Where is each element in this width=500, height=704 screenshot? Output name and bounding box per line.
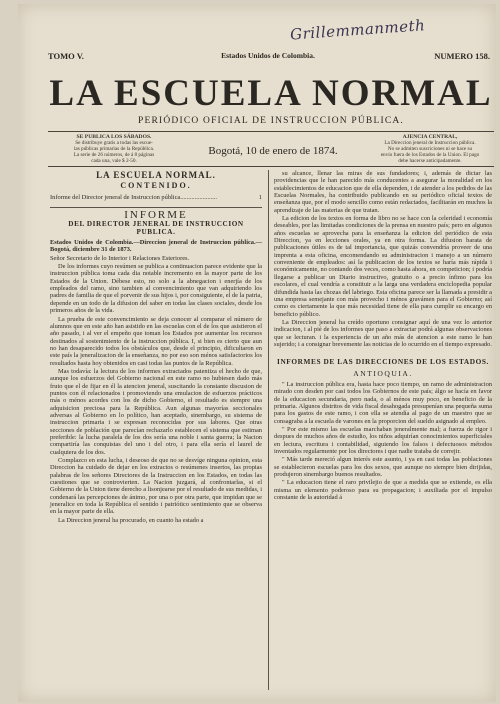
header-rule-bottom — [48, 166, 494, 167]
toc-entry-text: Informe del Director jeneral de Instruccion pública....................... — [50, 193, 217, 201]
toc-entry — [50, 194, 262, 201]
newspaper-page — [18, 4, 496, 702]
paragraph: La prueba de este convencimiento se deja conocer al comparar el número de alumnos que en este año han asistido en las escuelas con el de los que asistieron el año pasado, i al ver el empeño que toman los Estados por aumentar los recursos destinados al sostenimiento de la instruccion pública. I, si bien es cierto que aun no han desaparecido todos los obstáculos que, desde el principio, dificultaron en este país la jeneralizacion de la enseñanza, no por eso son ménos satisfactorios los resultados hasta hoy obtenidos en casi todas las puntos de la República. — [50, 315, 262, 367]
dateline: Bogotá, 10 de enero de 1874. — [208, 145, 338, 157]
masthead-row — [48, 51, 496, 63]
paragraph: De los informes cuyo resúmen se publica a continuacion parece evidente que la instruccion pública toma cada dia notable incremento en la mayor parte de los Estados de la Union. Débese esto, no solo a la abnegacion i enerjía de los empleados del ramo, sino tambien al convencimiento que van adquiriendo los padres de familia de que el porvenir de sus hijos i, por consiguiente, el de la patria, depende en un todo de la difusion del saber en todas las clases sociales, desde los primeros años de la vida. — [50, 263, 262, 315]
quote-paragraph: " La educacion tiene el raro privilejio de que a medida que se extiende, es ella misma un elemento poderoso para su propagacion; i auxiliada por el impulso constante de la autoridad á — [274, 479, 492, 502]
toc-entry-page: 1 — [258, 193, 262, 201]
publication-info-line: las públicas primarias de la República. — [73, 146, 155, 152]
section-title: LA ESCUELA NORMAL. — [96, 170, 216, 180]
handwritten-signature: Grillemmanmeth — [289, 16, 426, 44]
paragraph: Mas todavía: la lectura de los informes extractados patentiza el hecho de que, aunque los esfuerzos del Gobierno nacional en este ramo no hubiesen dado más fruto que el de fijar en él la atencion jeneral, suscitando la constante discusion de puntos con él relacionados i promoviendo una emulacion de esfuerzos prácticos más o ménos acordes con los de dicho Gobierno, el resultado es siempre una adquisicion preciosa para la República. Aun algunas mayorías seccionales adversas al Gobierno en lo político, han aceptado, sinembargo, su sistema de instruccion primaria i se expresan reconocidas por sus labores. Que otras secciones de población que parecían rechazarlo establecen el sistema que estiman preferible: la lucha paralela de los dos sería una noble i santa guerra; la Nacion compartiría las conquistas del uno i del otro, i para ella sería el laurel de cualquiera de los dos. — [50, 367, 262, 456]
newspaper-subtitle: PERIÓDICO OFICIAL DE INSTRUCCION PÚBLICA. — [137, 116, 405, 126]
paragraph: La edicion de los textos en forma de libro no se hace con la celeridad i economía deseables, por las limitadas condiciones de la prensa en nuestro país; pero en algunos años escuelas se aprovecha para la enseñanza la edicion del periódico de esta Direccion, ya en lecciones orales, ya en otra forma. La difusion barata de publicaciones útiles es de tal importancia, que quizás convendría proveer de una imprenta a esta oficina, encomendando su administracion i manejo a un número conveniente de empleados: así la publicacion de los textos se haría más rápida i económicamente, no contando dos veces, como hasta ahora, en competicion; i podría llegarse a publicar un Diario instructivo, gratuito o a precio ínfimo para los escolares, el cual vendría a constituir a la larga una verdadera enciclopedia popular difundida hasta las chozas del labriego. Esta oficina parece ser la llamada a presidir a una empresa semejante con más provecho i ménos gravámen para el Gobierno; así como es ciertamente la que más necesidad tiene de ella para cumplir su encargo en beneficio público. — [274, 215, 492, 318]
column-divider — [268, 170, 269, 690]
publication-info-line: Se distribuye gratis a todas las escue- — [75, 140, 153, 146]
publication-info-heading: SE PUBLICA LOS SÁBADOS. — [76, 134, 152, 140]
agency-info-line: debe hacerse anticipadamente. — [398, 158, 462, 164]
paragraph: La Direccion jeneral ha procurado, en cuanto ha estado a — [58, 516, 204, 524]
publication-info-box — [50, 134, 178, 164]
paragraph: Complazco en esta lucha, i deseoso de que no se desvíge ninguna opinion, esta Direccion ha cuidado de dejar en los extractos o resúmenes insertos, las propias palabras de los señores Directores de la Instruccion en los Estados, en todas las cuestiones que se controvierten. La Nacion juzgará, al confrontarlas, si el Gobierno de la Union tiene derecho a lisonjearse por el resultado de sus medidas, i condenará las percepciones de ánimo, por una o por otra parte, que impidan que se jeneralice en toda la República el sentido i patriótico sentimiento que se observa en la mayor parte de ella. — [50, 457, 262, 516]
informe-heading: INFORME — [124, 209, 188, 222]
state-heading: ANTIOQUIA. — [353, 368, 413, 378]
agency-info-box — [366, 134, 494, 164]
estados-label: Estados Unidos de Colombia. — [221, 51, 315, 60]
quote-paragraph: " La instruccion pública era, hasta hace poco tiempo, un ramo de administracion mirado con desden por casi todos los Gobiernos de este país; álgo se hacía en favor de la educacion secundaria, pero nada, o al ménos muy poco, en beneficio de la primaria. Algunos distritos de vida fiscal desahogada presupenían una pequeña suma para los gastos de este ramo, i con ella se atendía al pago de un maestro que se consagraba a la escuela de varones en la proporcion del sueldo asignado al empleo. — [274, 380, 492, 425]
tomo-label: TOMO V. — [48, 51, 84, 61]
contenido-heading: CONTENIDO. — [120, 181, 192, 191]
report-quote — [274, 381, 492, 502]
agency-info-line: No se admiten suscriciones ni se hace su — [387, 146, 473, 152]
publication-info-line: La serie de 26 números, de á 8 páginas — [73, 152, 155, 158]
header-rule-top — [48, 131, 494, 132]
quote-paragraph: " Más tarde mereció algun interés este asunto, i ya en casi todas las poblaciones se establecieron escuelas para los dos sexos, que aunque no siempre bien dirijidas, produjeron sinembargo buenos resultados. — [274, 456, 492, 479]
addressee-line: Señor Secretario de lo Interior i Relaciones Esteriores. — [50, 254, 190, 262]
quote-paragraph: " Por este mismo las escuelas marchaban jeneralmente mal; a fuerza de rigor i despues de muchos años de estudio, los niños adquirían conocimientos superficiales en lectura, escritura i contabilidad, siguiendo los falsos i defectuosos métodos inventados regularmente por los directores i que nadie trataba de correjir. — [274, 426, 492, 456]
agency-info-line: envío fuera de los Estados de la Union. El pago — [380, 152, 480, 158]
publication-info-line: cada una, vale $ 2-50. — [91, 158, 137, 164]
newspaper-title: LA ESCUELA NORMAL — [49, 73, 493, 114]
informe-subheading: DEL DIRECTOR JENERAL DE INSTRUCCION PUBLICA. — [68, 220, 244, 236]
left-column — [50, 170, 262, 525]
section-rule — [50, 207, 262, 208]
paragraph: su alcance, llenar las miras de sus fundadores; i, además de dictar las providencias que le han parecido más conducentes a asegurar la moralidad en los establecimientos de educacion que de ella dependen, i de atender a los pedidos de las Escuelas Normales, ha contribuido publicando en su periódico oficial textos de enseñanza que, por el modo sencillo como están redactados, facilitarán en muchos la aprendizaje de las materias de que tratan. — [274, 170, 492, 214]
agency-info-line: La Direccion jeneral de Instruccion pública. — [384, 140, 476, 146]
paragraph: La Direccion jeneral ha creído oportuno consignar aquí de una vez lo anterior indicacion, i al pié de los informes que paso a extractar podrá algunas observaciones que se lecturan. i la experiencia de un año más de atencion a este ramo le han sujerido; i a consignar brevemente las noticias de lo ocurrido en el tiempo expresado. — [274, 318, 492, 348]
informes-heading: INFORMES DE LAS DIRECCIONES DE LOS ESTADOS. — [277, 357, 489, 367]
agency-info-heading: AJENCIA CENTRAL, — [402, 134, 458, 140]
numero-label: NUMERO 158. — [434, 51, 490, 61]
informe-intro: Estados Unidos de Colombia.—Direccion jeneral de Instruccion pública.—Bogotá, diciembre 31 de 1873. — [50, 239, 262, 254]
right-column — [274, 170, 492, 502]
